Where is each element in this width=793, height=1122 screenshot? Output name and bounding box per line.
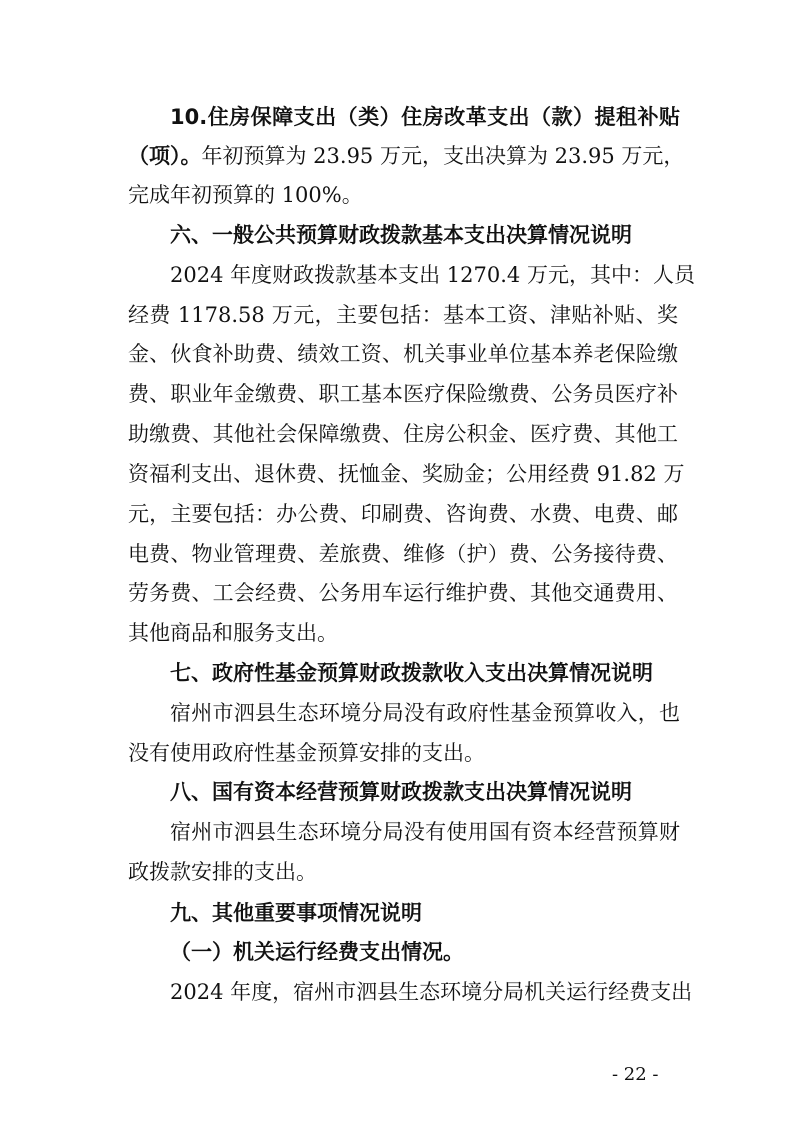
item-10-line3: 完成年初预算的 100%。 xyxy=(128,183,363,207)
section-8-heading: 八、国有资本经营预算财政拨款支出决算情况说明 xyxy=(170,780,632,804)
section-6-paragraph-line9: 劳务费、工会经费、公务用车运行维护费、其他交通费用、 xyxy=(128,581,678,605)
section-6-paragraph-line8: 电费、物业管理费、差旅费、维修（护）费、公务接待费、 xyxy=(128,542,678,566)
section-6-heading: 六、一般公共预算财政拨款基本支出决算情况说明 xyxy=(170,223,632,247)
section-6-paragraph-line3: 金、伙食补助费、绩效工资、机关事业单位基本养老保险缴 xyxy=(128,342,678,366)
section-6-paragraph-line1: 2024 年度财政拨款基本支出 1270.4 万元，其中：人员 xyxy=(170,263,695,287)
page-number: - 22 - xyxy=(612,1064,659,1085)
section-6-paragraph-line5: 助缴费、其他社会保障缴费、住房公积金、医疗费、其他工 xyxy=(128,422,678,446)
section-8-paragraph-line1: 宿州市泗县生态环境分局没有使用国有资本经营预算财 xyxy=(170,820,680,844)
item-10-line2 xyxy=(128,137,685,175)
subsection-1-heading: （一）机关运行经费支出情况。 xyxy=(170,940,464,964)
section-6-paragraph-line6: 资福利支出、退休费、抚恤金、奖励金；公用经费 91.82 万 xyxy=(128,462,685,486)
section-7-heading: 七、政府性基金预算财政拨款收入支出决算情况说明 xyxy=(170,661,653,685)
section-7-paragraph-line1: 宿州市泗县生态环境分局没有政府性基金预算收入，也 xyxy=(170,701,680,725)
item-10-amounts: 年初预算为 23.95 万元，支出决算为 23.95 万元， xyxy=(201,144,685,168)
section-6-paragraph-line2: 经费 1178.58 万元，主要包括：基本工资、津贴补贴、奖 xyxy=(128,303,678,327)
section-7-paragraph-line2: 没有使用政府性基金预算安排的支出。 xyxy=(128,741,485,765)
section-6-paragraph-line4: 费、职业年金缴费、职工基本医疗保险缴费、公务员医疗补 xyxy=(128,382,678,406)
subsection-1-paragraph-line1: 2024 年度，宿州市泗县生态环境分局机关运行经费支出 xyxy=(170,980,693,1004)
item-10-heading-suffix: （项）。 xyxy=(128,144,202,168)
section-6-paragraph-line7: 元，主要包括：办公费、印刷费、咨询费、水费、电费、邮 xyxy=(128,502,678,526)
section-6-paragraph-line10: 其他商品和服务支出。 xyxy=(128,621,338,645)
section-9-heading: 九、其他重要事项情况说明 xyxy=(170,901,422,925)
item-10-heading-line1: 10.住房保障支出（类）住房改革支出（款）提租补贴 xyxy=(170,105,680,129)
section-8-paragraph-line2: 政拨款安排的支出。 xyxy=(128,860,317,884)
